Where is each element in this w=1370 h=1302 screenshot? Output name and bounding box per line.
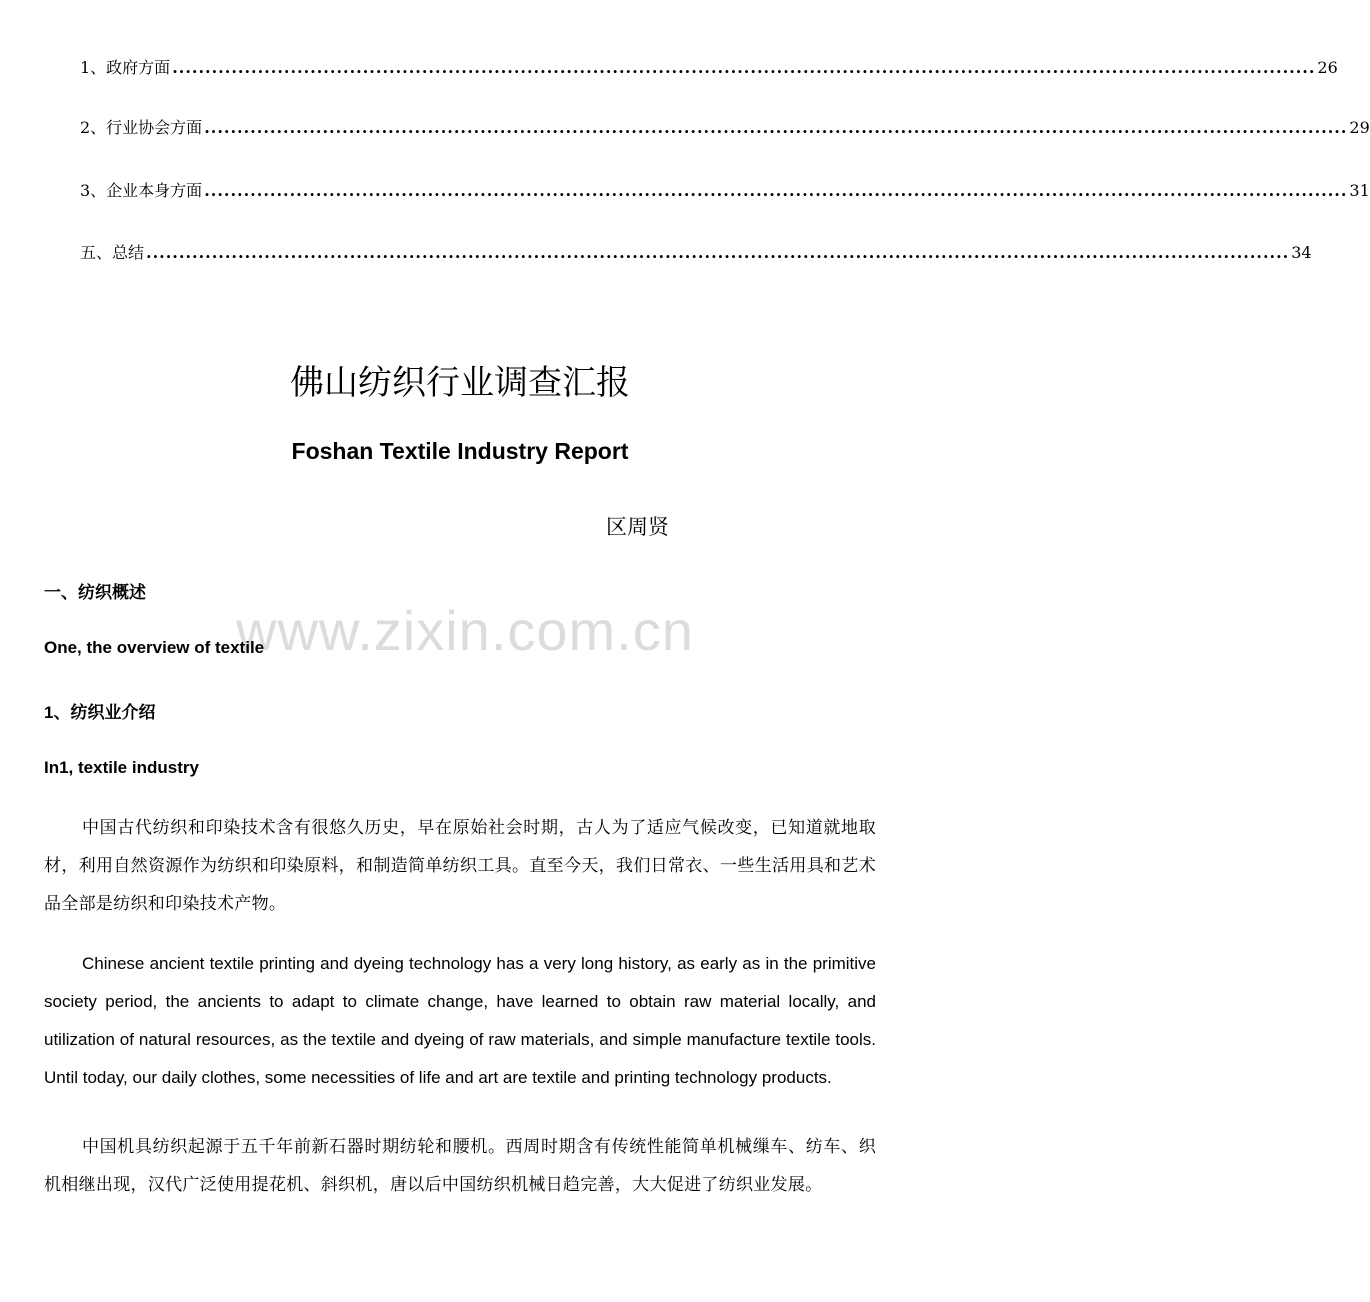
section-heading-chinese: 一、纺织概述	[44, 583, 146, 602]
author-name: 区周贤	[606, 515, 669, 539]
body-paragraph-english: Chinese ancient textile printing and dyeing technology has a very long history, as early as in the primitive society period, the ancients to adapt to climate change, have learned to obtain raw material locally, and utilization of natural resources, as the textile and dyeing of raw materials, and simple manufacture textile tools. Until today, our daily clothes, some necessities of life and art are textile and printing technology products.	[44, 954, 876, 1087]
toc-entry[interactable]	[80, 243, 1312, 263]
toc-entry-page: 29	[1349, 118, 1370, 137]
subsection-heading-english: In1, textile industry	[44, 758, 199, 777]
section-heading-english: One, the overview of textile	[44, 638, 265, 657]
toc-entry[interactable]	[80, 118, 1370, 138]
toc-entry-label: 五、总结	[80, 243, 145, 262]
report-title-chinese: 佛山纺织行业调查汇报	[290, 363, 630, 403]
subsection-heading-chinese: 1、纺织业介绍	[44, 703, 156, 722]
body-paragraph-chinese: 中国古代纺织和印染技术含有很悠久历史，早在原始社会时期，古人为了适应气候改变，已知道就地取材，利用自然资源作为纺织和印染原料，和制造简单纺织工具。直至今天，我们日常衣、一些生活用具和艺术品全部是纺织和印染技术产物。	[44, 818, 876, 914]
toc-entry-page: 26	[1317, 58, 1338, 77]
toc-entry-page: 34	[1291, 243, 1312, 262]
toc-leader-dots: ..............................................................................................................................................................................	[204, 118, 1348, 137]
body-paragraph-chinese: 中国机具纺织起源于五千年前新石器时期纺轮和腰机。西周时期含有传统性能简单机械缫车、纺车、织机相继出现，汉代广泛使用提花机、斜织机，唐以后中国纺织机械日趋完善，大大促进了纺织业发展。	[44, 1137, 876, 1195]
toc-entry-label: 2、行业协会方面	[80, 118, 203, 137]
watermark-text: www.zixin.com.cn	[236, 599, 694, 662]
toc-entry-label: 3、企业本身方面	[80, 181, 203, 200]
report-title-english: Foshan Textile Industry Report	[291, 438, 629, 464]
toc-entry-page: 31	[1349, 181, 1370, 200]
toc-leader-dots: ..............................................................................................................................................................................	[146, 243, 1290, 262]
toc-leader-dots: ..............................................................................................................................................................................	[204, 181, 1348, 200]
toc-entry[interactable]	[80, 58, 1338, 78]
toc-entry-label: 1、政府方面	[80, 58, 171, 77]
toc-entry[interactable]	[80, 181, 1370, 201]
toc-leader-dots: ..............................................................................................................................................................................	[172, 58, 1316, 77]
